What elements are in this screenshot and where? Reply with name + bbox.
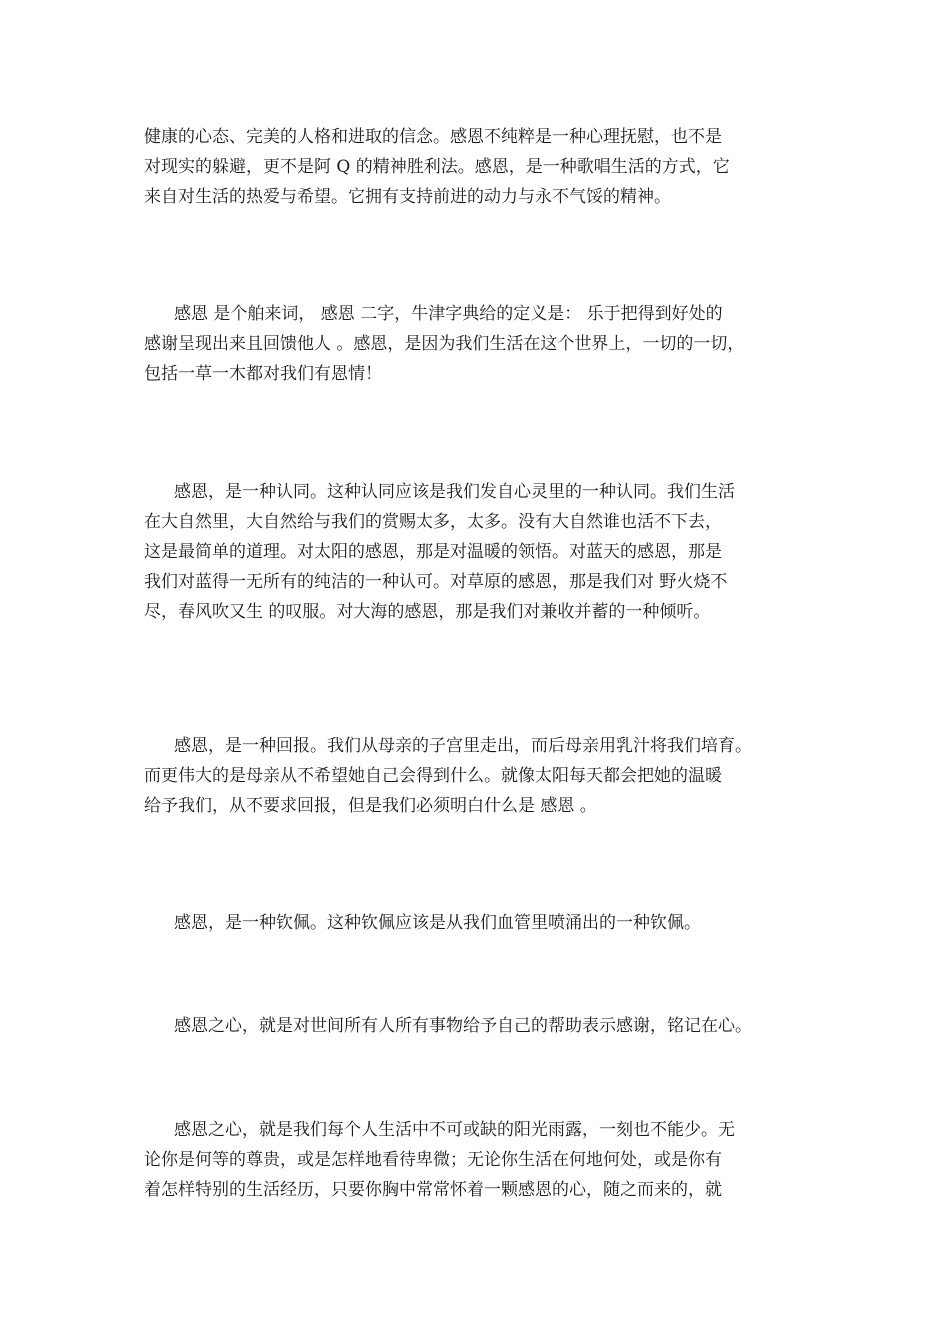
text-line: 感谢呈现出来且回馈他人 。感恩，是因为我们生活在这个世界上，一切的一切， <box>144 334 745 354</box>
text-line: 这是最简单的道理。对太阳的感恩，那是对温暖的领悟。对蓝天的感恩，那是 <box>144 542 722 562</box>
text-line: 着怎样特别的生活经历，只要你胸中常常怀着一颗感恩的心，随之而来的，就 <box>144 1180 722 1200</box>
text-line: 感恩，是一种回报。我们从母亲的子宫里走出，而后母亲用乳汁将我们培育。 <box>174 736 752 756</box>
text-line: 给予我们，从不要求回报，但是我们必须明白什么是 感恩 。 <box>144 796 597 816</box>
text-line: 来自对生活的热爱与希望。它拥有支持前进的动力与永不气馁的精神。 <box>144 187 671 207</box>
paragraph-3 <box>144 477 824 627</box>
paragraph-6 <box>144 1011 824 1041</box>
paragraph-1 <box>144 122 824 212</box>
paragraph-5 <box>144 908 824 938</box>
text-line: 感恩之心，就是我们每个人生活中不可或缺的阳光雨露，一刻也不能少。无 <box>174 1120 735 1140</box>
text-line: 包括一草一木都对我们有恩情！ <box>144 364 382 384</box>
text-line: 感恩之心，就是对世间所有人所有事物给予自己的帮助表示感谢，铭记在心。 <box>174 1016 752 1036</box>
text-line: 我们对蓝得一无所有的纯洁的一种认可。对草原的感恩，那是我们对 野火烧不 <box>144 572 728 592</box>
text-line: 健康的心态、完美的人格和进取的信念。感恩不纯粹是一种心理抚慰，也不是 <box>144 127 722 147</box>
paragraph-4 <box>144 731 824 821</box>
paragraph-2 <box>144 299 824 389</box>
text-line: 对现实的躲避，更不是阿 Q 的精神胜利法。感恩，是一种歌唱生活的方式，它 <box>144 157 730 177</box>
text-line: 在大自然里，大自然给与我们的赏赐太多，太多。没有大自然谁也活不下去， <box>144 512 722 532</box>
text-line: 论你是何等的尊贵，或是怎样地看待卑微；无论你生活在何地何处，或是你有 <box>144 1150 722 1170</box>
text-line: 感恩 是个舶来词， 感恩 二字，牛津字典给的定义是： 乐于把得到好处的 <box>174 304 723 324</box>
text-line: 感恩，是一种认同。这种认同应该是我们发自心灵里的一种认同。我们生活 <box>174 482 735 502</box>
text-line: 而更伟大的是母亲从不希望她自己会得到什么。就像太阳每天都会把她的温暖 <box>144 766 722 786</box>
text-line: 尽，春风吹又生 的叹服。对大海的感恩，那是我们对兼收并蓄的一种倾听。 <box>144 602 711 622</box>
paragraph-7 <box>144 1115 824 1205</box>
text-line: 感恩，是一种钦佩。这种钦佩应该是从我们血管里喷涌出的一种钦佩。 <box>174 913 701 933</box>
